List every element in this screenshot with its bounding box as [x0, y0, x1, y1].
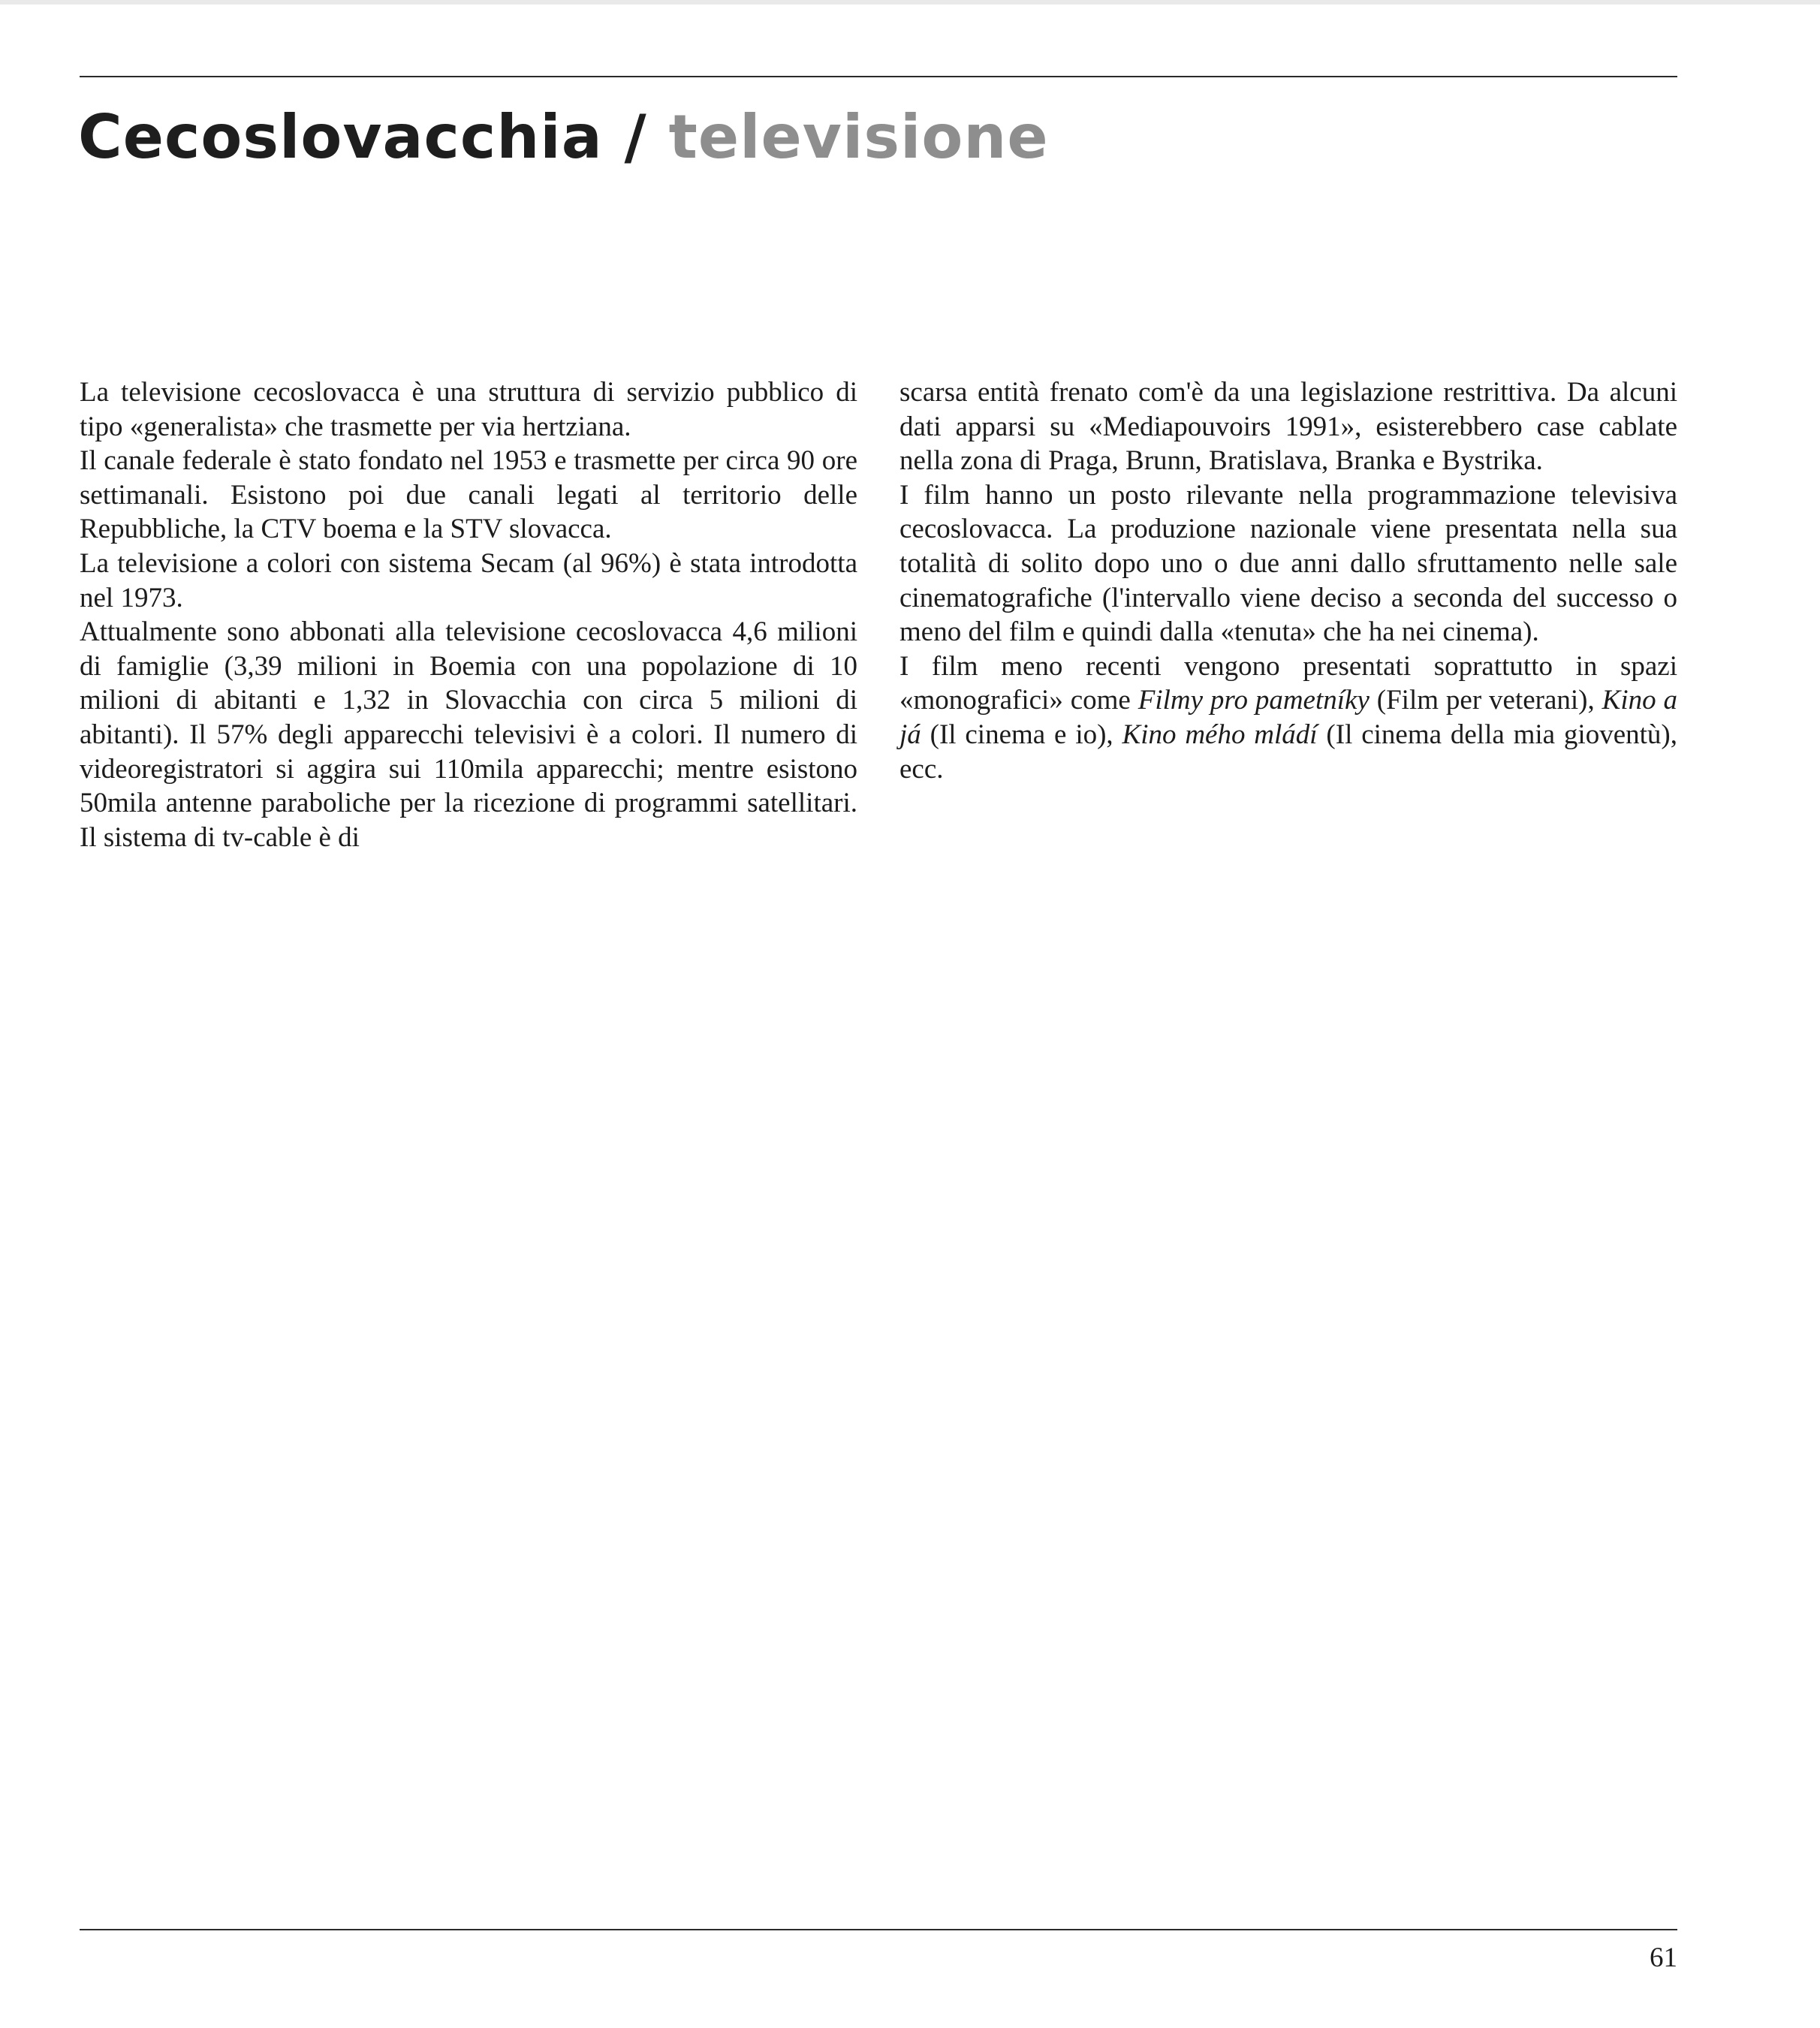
left-column: [80, 375, 857, 854]
title-separator: /: [624, 102, 647, 172]
scan-edge: [0, 0, 1820, 5]
program-title: Filmy pro pametníky: [1138, 685, 1370, 716]
paragraph: Attualmente sono abbonati alla televisione cecoslovacca 4,6 milioni di famiglie (3,39 milioni in Boemia con una popolazione di 10 milioni di abitanti e 1,32 in Slovacchia con circa 5 milioni di abitanti). Il 57% degli apparecchi televisivi è a colori. Il numero di videoregistratori si aggira sui 110mila apparecchi; mentre esistono 50mila antenne paraboliche per la ricezione di programmi satellitari. Il sistema di tv-cable è di: [80, 616, 857, 853]
paragraph: La televisione cecoslovacca è una struttura di servizio pubblico di tipo «generalista» che trasmette per via hertziana.: [80, 377, 857, 442]
footer-rule: [80, 1929, 1677, 1930]
title-topic: televisione: [668, 102, 1049, 172]
paragraph: Il canale federale è stato fondato nel 1953 e trasmette per circa 90 ore settimanali. Esistono poi due canali legati al territorio delle Repubbliche, la CTV boema e la STV slovacca.: [80, 445, 857, 545]
text-run: (Film per veterani),: [1369, 685, 1602, 716]
text-run: (Il cinema e io),: [921, 719, 1122, 750]
header-rule: [80, 76, 1677, 77]
program-title: Kino a já: [899, 685, 1677, 750]
program-title: Kino mého mládí: [1122, 719, 1318, 750]
text-run: I film meno recenti vengono presentati soprattutto in spazi «monografici» come: [899, 650, 1677, 716]
paragraph: scarsa entità frenato com'è da una legislazione restrittiva. Da alcuni dati apparsi su «Mediapouvoirs 1991», esisterebbero case cablate nella zona di Praga, Brunn, Bratislava, Branka e Bystrika.: [899, 377, 1677, 477]
right-column: [899, 375, 1677, 786]
paragraph: I film hanno un posto rilevante nella programmazione televisiva cecoslovacca. La produzione nazionale viene presentata nella sua totalità di solito dopo uno o due anni dallo sfruttamento nelle sale cinematografiche (l'intervallo viene deciso a seconda del successo o meno del film e quindi dalla «tenuta» che ha nei cinema).: [899, 479, 1677, 648]
page-title: [78, 96, 1049, 179]
page-number: 61: [1650, 1942, 1677, 1973]
title-country: Cecoslovacchia: [78, 102, 603, 172]
paragraph: [899, 649, 1677, 786]
text-run: (Il cinema della mia gioventù), ecc.: [899, 719, 1677, 785]
paragraph: La televisione a colori con sistema Secam (al 96%) è stata introdotta nel 1973.: [80, 547, 857, 613]
